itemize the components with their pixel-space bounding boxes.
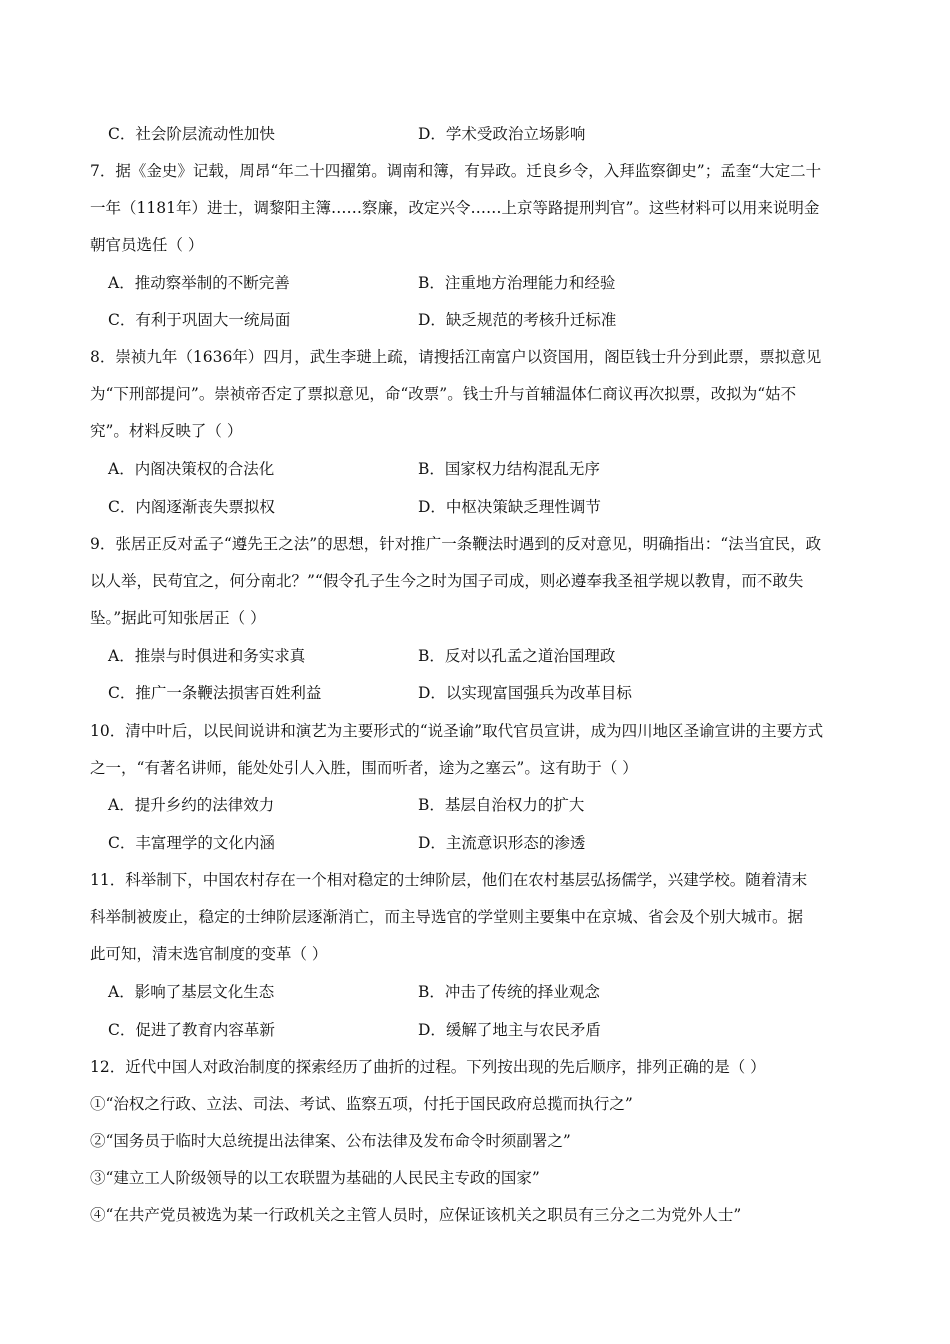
- q10-stem-line-1: 10．清中叶后，以民间说讲和演艺为主要形式的“说圣谕”取代官员宣讲，成为四川地区圣谕宣讲的主要方式: [90, 722, 824, 740]
- q10-stem-line-2: 之一，“有著名讲师，能处处引人入胜，围而听者，途为之塞云”。这有助于（ ）: [90, 759, 638, 777]
- q10-option-b: B．基层自治权力的扩大: [418, 796, 585, 814]
- q7-option-c: C．有利于巩固大一统局面: [108, 311, 291, 329]
- q7-option-a: A．推动察举制的不断完善: [108, 274, 290, 292]
- q6-option-d: D．学术受政治立场影响: [418, 125, 586, 143]
- q9-stem-line-2: 以人举，民苟宜之，何分南北？”“假令孔子生今之时为国子司成，则必遵奉我圣祖学规以教胄，而不敢失: [90, 572, 804, 590]
- q9-option-a: A．推崇与时俱进和务实求真: [108, 647, 306, 665]
- q9-option-d: D．以实现富国强兵为改革目标: [418, 684, 632, 702]
- q9-option-b: B．反对以孔孟之道治国理政: [418, 647, 616, 665]
- q7-stem-line-3: 朝官员选任（ ）: [90, 236, 204, 254]
- q11-option-d: D．缓解了地主与农民矛盾: [418, 1021, 601, 1039]
- q8-option-a: A．内阁决策权的合法化: [108, 460, 275, 478]
- q12-item-2: ②“国务员于临时大总统提出法律案、公布法律及发布命令时须副署之”: [90, 1132, 571, 1150]
- q10-option-c: C．丰富理学的文化内涵: [108, 834, 275, 852]
- q12-item-3: ③“建立工人阶级领导的以工农联盟为基础的人民民主专政的国家”: [90, 1169, 540, 1187]
- q8-stem-line-2: 为“下刑部提问”。崇祯帝否定了票拟意见，命“改票”。钱士升与首辅温体仁商议再次拟票，改拟为“姑不: [90, 385, 797, 403]
- q7-stem-line-2: 一年（1181年）进士，调黎阳主簿……察廉，改定兴令……上京等路提刑判官”。这些材料可以用来说明金: [90, 199, 820, 217]
- q7-stem-line-1: 7．据《金史》记载，周昂“年二十四擢第。调南和簿，有异政。迁良乡令，入拜监察御史”；孟奎“大定二十: [90, 162, 822, 180]
- q10-option-d: D．主流意识形态的渗透: [418, 834, 586, 852]
- q7-option-b: B．注重地方治理能力和经验: [418, 274, 616, 292]
- q12-item-1: ①“治权之行政、立法、司法、考试、监察五项，付托于国民政府总揽而执行之”: [90, 1095, 633, 1113]
- q9-stem-line-1: 9．张居正反对孟子“遵先王之法”的思想，针对推广一条鞭法时遇到的反对意见，明确指出：“法当宜民，政: [90, 535, 822, 553]
- q12-stem-line-1: 12．近代中国人对政治制度的探索经历了曲折的过程。下列按出现的先后顺序，排列正确的是（ ）: [90, 1058, 766, 1076]
- q11-stem-line-1: 11．科举制下，中国农村存在一个相对稳定的士绅阶层，他们在农村基层弘扬儒学，兴建学校。随着清末: [90, 871, 808, 889]
- q10-option-a: A．提升乡约的法律效力: [108, 796, 275, 814]
- q7-option-d: D．缺乏规范的考核升迁标准: [418, 311, 617, 329]
- q8-stem-line-1: 8．崇祯九年（1636年）四月，武生李琎上疏，请搜括江南富户以资国用，阁臣钱士升分到此票，票拟意见: [90, 348, 822, 366]
- q8-option-c: C．内阁逐渐丧失票拟权: [108, 498, 275, 516]
- q6-option-c: C．社会阶层流动性加快: [108, 125, 275, 143]
- q11-stem-line-3: 此可知，清末选官制度的变革（ ）: [90, 945, 328, 963]
- q12-item-4: ④“在共产党员被选为某一行政机关之主管人员时，应保证该机关之职员有三分之二为党外人士”: [90, 1206, 742, 1224]
- q8-option-d: D．中枢决策缺乏理性调节: [418, 498, 601, 516]
- q8-option-b: B．国家权力结构混乱无序: [418, 460, 600, 478]
- q8-stem-line-3: 究”。材料反映了（ ）: [90, 422, 243, 440]
- q11-stem-line-2: 科举制被废止，稳定的士绅阶层逐渐消亡，而主导选官的学堂则主要集中在京城、省会及个别大城市。据: [90, 908, 804, 926]
- q11-option-b: B．冲击了传统的择业观念: [418, 983, 600, 1001]
- q9-option-c: C．推广一条鞭法损害百姓利益: [108, 684, 322, 702]
- q9-stem-line-3: 坠。”据此可知张居正（ ）: [90, 609, 266, 627]
- q11-option-a: A．影响了基层文化生态: [108, 983, 275, 1001]
- q11-option-c: C．促进了教育内容革新: [108, 1021, 275, 1039]
